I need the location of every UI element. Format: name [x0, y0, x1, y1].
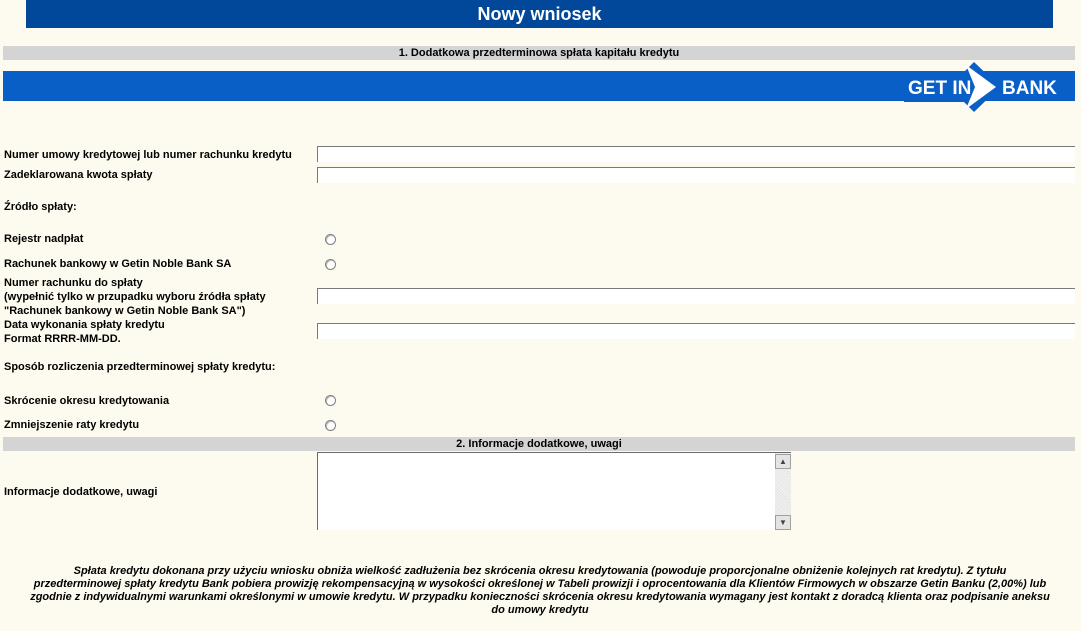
page-title: Nowy wniosek [26, 0, 1053, 28]
footer-note: Spłata kredytu dokonana przy użyciu wniosku obniża wielkość zadłużenia bez skrócenia okresu kredytowania (powoduje proporcjonalne obniżenie kolejnych rat kredytu). Z tytułu przedterminowej spłaty kredytu Bank pobiera prowizję rekompensacyjną w wysokości określonej w Tabeli prowizji i oprocentowania dla Klientów Firmowych w obszarze Getin Banku (2,00%) lub zgodnie z indywidualnymi warunkami określonymi w umowie kredytu. W przypadku konieczności skrócenia okresu kredytowania wymagany jest kontakt z doradcą klienta oraz podpisanie aneksu do umowy kredytu [30, 565, 1050, 616]
repay-account-label-line3: "Rachunek bankowy w Getin Noble Bank SA") [4, 305, 246, 317]
notes-scrollbar[interactable] [775, 453, 791, 530]
section-2-header: 2. Informacje dodatkowe, uwagi [3, 437, 1075, 451]
date-label-line1: Data wykonania spłaty kredytu [4, 319, 165, 331]
logo-text-left: GET IN [908, 78, 972, 99]
notes-label: Informacje dodatkowe, uwagi [4, 486, 158, 498]
source-heading: Źródło spłaty: [4, 201, 77, 213]
settlement-heading: Sposób rozliczenia przedterminowej spłaty kredytu: [4, 361, 276, 373]
settlement-radio-shorten[interactable] [325, 395, 336, 406]
source-radio-overpayments[interactable] [325, 234, 336, 245]
source-option-label-bank-account: Rachunek bankowy w Getin Noble Bank SA [4, 258, 232, 270]
repay-account-label-line2: (wypełnić tylko w przupadku wyboru źródła spłaty [4, 291, 266, 303]
notes-textarea[interactable] [317, 452, 791, 530]
amount-label: Zadeklarowana kwota spłaty [4, 169, 153, 181]
date-input[interactable] [317, 323, 1075, 339]
getin-bank-logo [904, 62, 1074, 112]
date-label-line2: Format RRRR-MM-DD. [4, 333, 121, 345]
logo-text-right: BANK [1002, 78, 1057, 99]
amount-input[interactable] [317, 167, 1075, 183]
section-1-header: 1. Dodatkowa przedterminowa spłata kapitału kredytu [3, 46, 1075, 60]
account-number-input[interactable] [317, 146, 1075, 162]
repay-account-label-line1: Numer rachunku do spłaty [4, 277, 143, 289]
repay-account-input[interactable] [317, 288, 1075, 304]
account-number-label: Numer umowy kredytowej lub numer rachunku kredytu [4, 149, 292, 161]
settlement-option-label-shorten: Skrócenie okresu kredytowania [4, 395, 170, 407]
settlement-option-label-reduce: Zmniejszenie raty kredytu [4, 419, 140, 431]
scroll-down-icon[interactable]: ▼ [775, 515, 791, 530]
scroll-up-icon[interactable]: ▲ [775, 454, 791, 469]
source-option-label-overpayments: Rejestr nadpłat [4, 233, 84, 245]
source-radio-bank-account[interactable] [325, 259, 336, 270]
settlement-radio-reduce[interactable] [325, 420, 336, 431]
